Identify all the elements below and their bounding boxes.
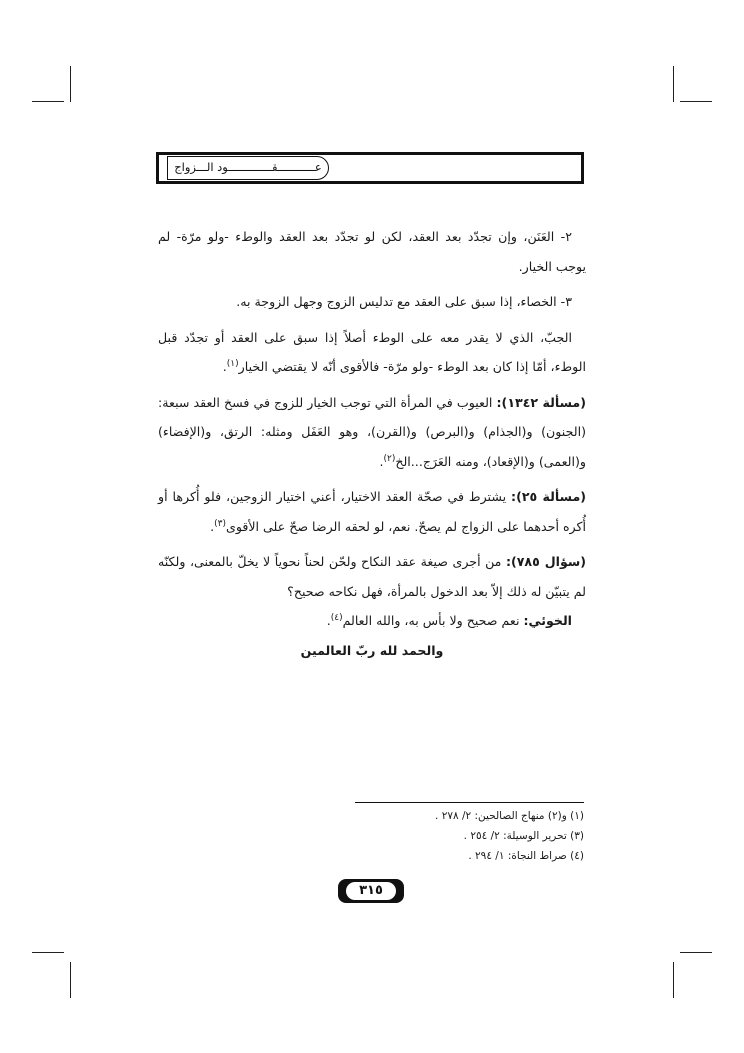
paragraph-6 bbox=[158, 547, 586, 606]
paragraph-5-text: يشترط في صحّة العقد الاختيار، أعني اختيار الزوجين، فلو أُكرها أو أُكره أحدهما على الزواج لم يصحّ. نعم، لو لحقه الرضا صحّ على الأقوى bbox=[158, 489, 586, 534]
footnote-ref-4: (٤) bbox=[330, 612, 343, 623]
running-header-title: عـــــــــــقـــــــــــــود الـــزواج bbox=[167, 156, 329, 180]
main-text bbox=[158, 222, 586, 665]
paragraph-4-text: العيوب في المرأة التي توجب الخيار للزوج في فسخ العقد سبعة: (الجنون) و(الجذام) و(البرص) و(القرن)، وهو العَفَل ومثله: الرتق، و(الإفضاء) و(العمى) و(الإقعاد)، ومنه العَرَج...الخ bbox=[158, 394, 586, 469]
footnotes bbox=[300, 806, 584, 866]
crop-mark-bottom-right-horizontal bbox=[680, 952, 712, 953]
paragraph-1: ٢- العَنَن، وإن تجدّد بعد العقد، لكن لو تجدّد بعد العقد والوطء -ولو مرّة- لم يوجب الخيار. bbox=[158, 229, 586, 274]
answer-label-khoei: الخوئي: bbox=[523, 613, 572, 628]
crop-mark-top-left-vertical bbox=[70, 66, 71, 102]
footnote-separator bbox=[355, 802, 584, 803]
crop-mark-top-right-vertical bbox=[673, 66, 674, 102]
paragraph-7-text: نعم صحيح ولا بأس به، والله العالم bbox=[342, 613, 524, 628]
question-label-785: (سؤال ٧٨٥): bbox=[505, 554, 586, 569]
paragraph-7-end: . bbox=[326, 613, 331, 628]
paragraph-4-end: . bbox=[379, 453, 384, 469]
footnote-ref-2: (٢) bbox=[383, 453, 396, 464]
crop-mark-top-left-horizontal bbox=[32, 101, 64, 102]
crop-mark-bottom-left-vertical bbox=[70, 962, 71, 998]
paragraph-3 bbox=[158, 323, 586, 382]
paragraph-4 bbox=[158, 388, 586, 477]
footnote-ref-1: (١) bbox=[226, 358, 239, 369]
page-number: ٣١٥ bbox=[346, 882, 396, 900]
issue-label-25: (مسألة ٢٥): bbox=[511, 489, 586, 504]
footnote-1: (١) و(٢) منهاج الصالحين: ٢/ ٢٧٨ . bbox=[435, 810, 584, 822]
paragraph-5-end: . bbox=[210, 518, 215, 534]
crop-mark-top-right-horizontal bbox=[680, 101, 712, 102]
paragraph-3-end: . bbox=[222, 359, 227, 374]
closing-line: والحمد لله ربّ العالمين bbox=[300, 642, 444, 658]
paragraph-5 bbox=[158, 482, 586, 541]
issue-label-1342: (مسألة ١٣٤٢): bbox=[496, 394, 586, 410]
crop-mark-bottom-left-horizontal bbox=[32, 952, 64, 953]
footnote-2: (٣) تحرير الوسيلة: ٢/ ٢٥٤ . bbox=[463, 830, 584, 842]
paragraph-7 bbox=[158, 606, 586, 636]
paragraph-2: ٣- الخصاء، إذا سبق على العقد مع تدليس الزوج وجهل الزوجة به. bbox=[236, 294, 572, 309]
page-number-badge bbox=[338, 879, 404, 903]
footnote-3: (٤) صراط النجاة: ١/ ٢٩٤ . bbox=[468, 850, 584, 862]
footnote-ref-3: (٣) bbox=[214, 518, 226, 529]
paragraph-3-text: الجبّ، الذي لا يقدر معه على الوطء أصلاً إذا سبق على العقد أو تجدّد قبل الوطء، أمّا إذا كان بعد الوطء -ولو مرّة- فالأقوى أنّه لا يقتضي الخيار bbox=[158, 329, 586, 374]
crop-mark-bottom-right-vertical bbox=[673, 962, 674, 998]
paragraph-6-text: من أجرى صيغة عقد النكاح ولحّن لحناً نحوياً لا يخلّ بالمعنى، ولكنّه لم يتبيّن له ذلك إلاّ بعد الدخول بالمرأة، فهل نكاحه صحيح؟ bbox=[158, 554, 586, 599]
